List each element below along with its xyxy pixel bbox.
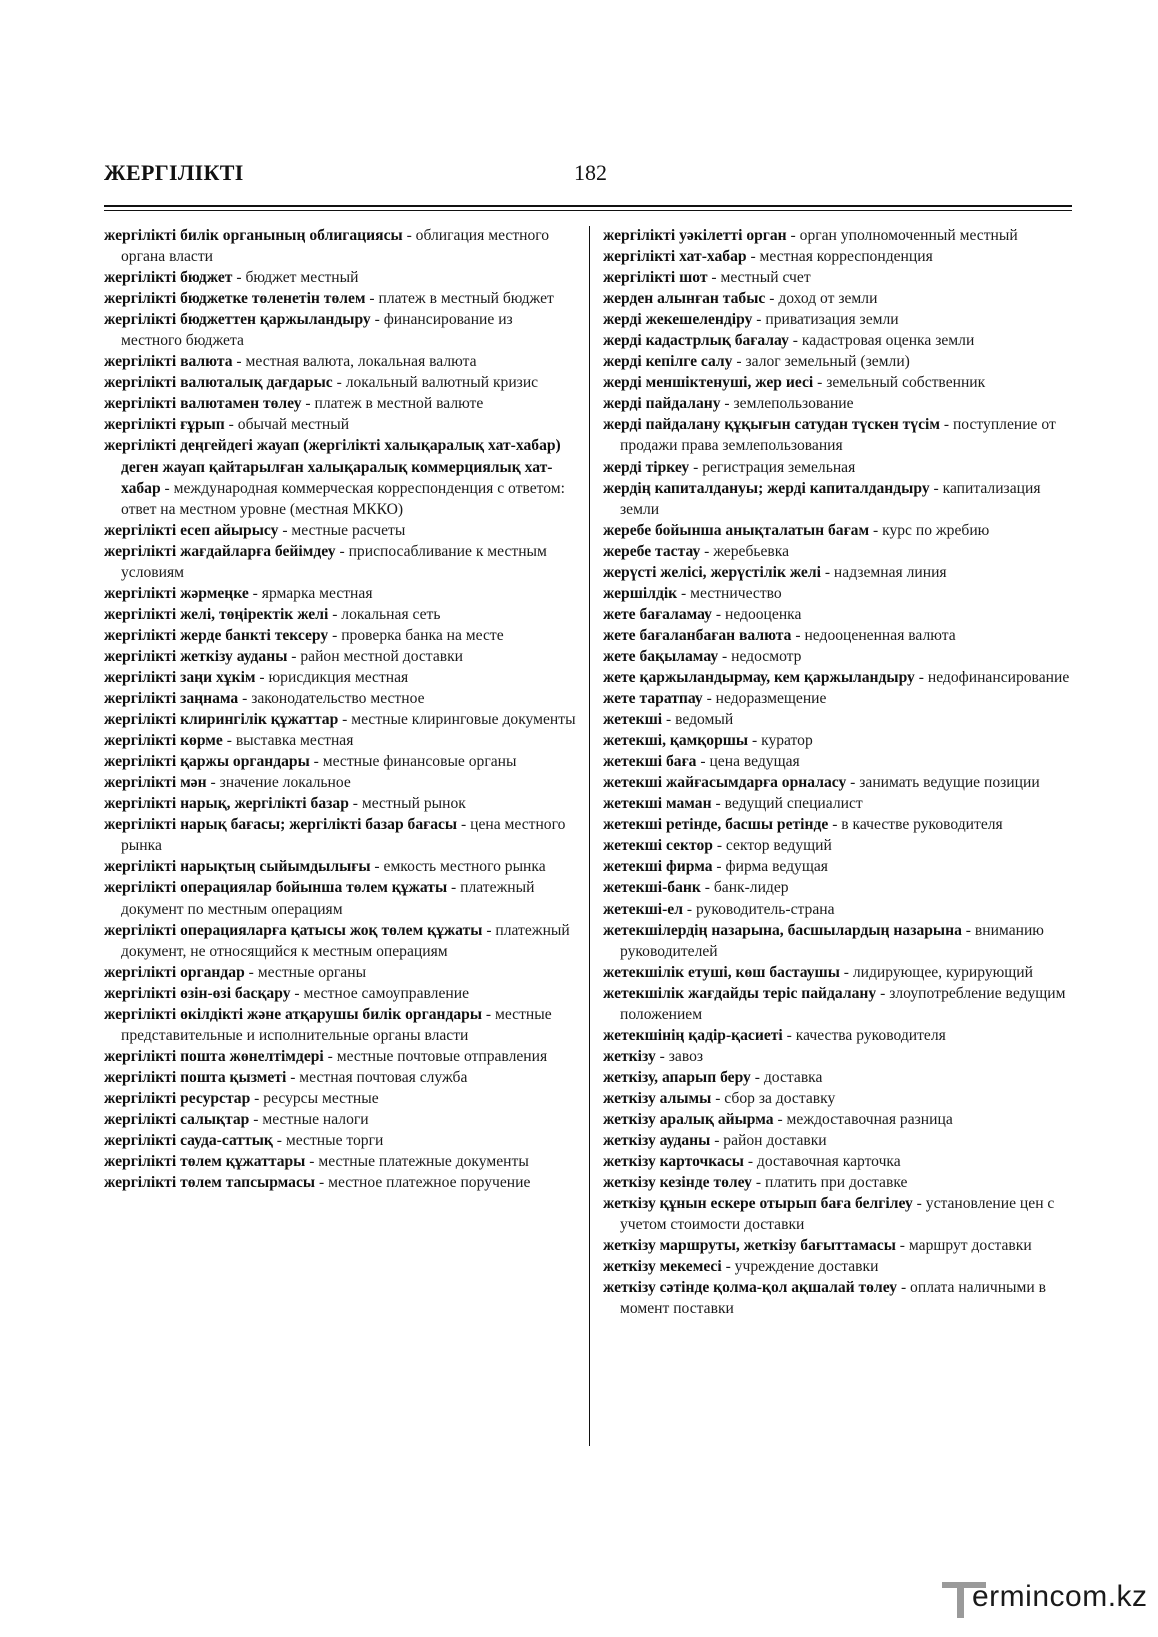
dictionary-entry [603, 688, 1073, 709]
dictionary-entry [603, 1109, 1073, 1130]
entry-term: жергілікті төлем құжаттары [104, 1153, 306, 1171]
entry-term: жетекші [603, 711, 663, 729]
dictionary-entry [104, 1088, 576, 1109]
dictionary-entry [603, 1235, 1073, 1256]
entry-term: жетекшілік етуші, көш бастаушы [603, 963, 840, 981]
entry-term: жергілікті бюджет [104, 269, 233, 287]
dictionary-entry [104, 267, 576, 288]
entry-definition: - доставочная карточка [743, 1153, 901, 1171]
dictionary-entry [603, 309, 1073, 330]
dictionary-entry [603, 478, 1073, 520]
dictionary-entry [104, 1067, 576, 1088]
dictionary-entry [104, 351, 576, 372]
entry-term: жергілікті уәкілетті орган [603, 227, 787, 244]
entry-term: жергілікті салықтар [104, 1110, 250, 1128]
dictionary-entry [603, 1067, 1073, 1088]
entry-term: жергілікті қаржы органдары [104, 753, 310, 771]
entry-term: жетекші баға [603, 753, 697, 771]
entry-term: жергілікті органдар [104, 963, 245, 981]
entry-definition: - местные представительные и исполнительные органы власти [121, 1005, 552, 1044]
entry-term: жетекшілік жағдайды теріс пайдалану [603, 984, 877, 1002]
dictionary-entry [603, 225, 1073, 246]
column-divider [589, 226, 590, 1446]
header-rule-thin [104, 210, 1072, 211]
entry-definition: - ярмарка местная [248, 584, 373, 602]
dictionary-entry [603, 646, 1073, 667]
dictionary-entry [104, 1004, 576, 1046]
entry-term: жергілікті төлем тапсырмасы [104, 1174, 316, 1192]
entry-term: жетекші-банк [603, 879, 701, 897]
entry-definition: - выставка местная [222, 732, 354, 750]
entry-definition: - оплата наличными в момент поставки [620, 1279, 1046, 1318]
entry-definition: - установление цен с учетом стоимости доставки [620, 1195, 1055, 1234]
dictionary-entry [603, 541, 1073, 562]
dictionary-entry [104, 688, 576, 709]
dictionary-entry [603, 962, 1073, 983]
entry-definition: - проверка банка на месте [328, 626, 504, 644]
entry-term: жергілікті нарықтың сыйымдылығы [104, 858, 371, 876]
entry-definition: - курс по жребию [869, 521, 990, 539]
entry-definition: - местный счет [707, 269, 811, 287]
entry-term: жеткізу алымы [603, 1089, 712, 1107]
dictionary-entry [603, 1193, 1073, 1235]
entry-term: жетекші жайғасымдарға орналасу [603, 774, 847, 792]
entry-definition: - недооцененная валюта [791, 626, 956, 644]
entry-term: жергілікті пошта жөнелтімдері [104, 1047, 324, 1065]
entry-definition: - регистрация земельная [689, 458, 856, 476]
dictionary-entry [603, 814, 1073, 835]
dictionary-entry [104, 920, 576, 962]
entry-definition: - орган уполномоченный местный [786, 227, 1018, 244]
entry-term: жетекшінің қадір-қасиеті [603, 1026, 783, 1044]
dictionary-entry [603, 562, 1073, 583]
dictionary-entry [603, 920, 1073, 962]
dictionary-entry [104, 772, 576, 793]
entry-term: жергілікті операциялар бойынша төлем құжаты [104, 879, 448, 897]
entry-definition: - вниманию руководителей [620, 921, 1044, 960]
entry-term: жергілікті валюта [104, 353, 233, 371]
dictionary-entry [603, 1151, 1073, 1172]
entry-definition: - ведомый [662, 711, 734, 729]
entry-term: жергілікті валюталық дағдарыс [104, 374, 333, 392]
entry-definition: - бюджет местный [232, 269, 359, 287]
entry-definition: - местные торги [272, 1132, 384, 1150]
dictionary-entry [603, 772, 1073, 793]
entry-definition: - местные финансовые органы [309, 753, 517, 771]
dictionary-entry [104, 583, 576, 604]
dictionary-entry [603, 393, 1073, 414]
entry-definition: - недооценка [711, 605, 802, 623]
entry-term: жеткізу маршруты, жеткізу бағыттамасы [603, 1237, 896, 1255]
entry-definition: - жеребьевка [700, 542, 790, 560]
dictionary-entry [104, 751, 576, 772]
dictionary-entry [603, 246, 1073, 267]
entry-term: жергілікті өкілдікті және атқарушы билік органдары [104, 1005, 483, 1023]
entry-definition: - землепользование [720, 395, 854, 413]
entry-term: жерүсті желісі, жерүстілік желі [603, 563, 821, 581]
dictionary-entry [603, 1025, 1073, 1046]
entry-definition: - местная валюта, локальная валюта [232, 353, 477, 371]
entry-definition: - местные налоги [249, 1110, 369, 1128]
dictionary-entry [603, 1172, 1073, 1193]
entry-term: жергілікті заңи хұкім [104, 668, 256, 686]
entry-definition: - земельный собственник [813, 374, 986, 392]
entry-definition: - облигация местного органа власти [121, 227, 550, 266]
dictionary-entry [104, 1046, 576, 1067]
entry-term: жетекші, қамқоршы [603, 732, 749, 750]
entry-term: жеткізу кезінде төлеу [603, 1174, 752, 1192]
dictionary-entry [104, 541, 576, 583]
entry-definition: - недосмотр [718, 647, 802, 665]
dictionary-entry [603, 351, 1073, 372]
entry-term: жерді пайдалану [603, 395, 721, 413]
dictionary-entry [603, 1277, 1073, 1319]
dictionary-entry [104, 520, 576, 541]
dictionary-entry [104, 646, 576, 667]
entry-term: жергілікті ресурстар [104, 1089, 251, 1107]
entry-definition: - местное платежное поручение [315, 1174, 531, 1192]
entry-term: жете бағаланбаған валюта [603, 626, 792, 644]
entry-term: жетекшілердің назарына, басшылардың назарына [603, 921, 962, 939]
entry-definition: - поступление от продажи права землепользования [620, 416, 1056, 455]
entry-definition: - локальный валютный кризис [332, 374, 539, 392]
dictionary-entry [603, 667, 1073, 688]
entry-term: жеткізу карточкасы [603, 1153, 744, 1171]
entry-definition: - район местной доставки [287, 647, 464, 665]
entry-definition: - приспосабливание к местным условиям [121, 542, 547, 581]
dictionary-entry [603, 457, 1073, 478]
entry-term: жетекші фирма [603, 858, 713, 876]
entry-term: жеткізу [603, 1047, 656, 1065]
entry-term: жерді меншіктенуші, жер иесі [603, 374, 814, 392]
entry-term: жеткізу сәтінде қолма-қол ақшалай төлеу [603, 1279, 898, 1297]
entry-term: жерді жекешелендіру [603, 311, 753, 329]
entry-term: жергілікті деңгейдегі жауап (жергілікті халықаралық хат-хабар) деген жауап қайтарылған халықаралық коммерциялық хат-хабар [104, 437, 561, 497]
entry-term: жергілікті жерде банкті тексеру [104, 626, 329, 644]
entry-definition: - банк-лидер [700, 879, 789, 897]
entry-definition: - платежный документ, не относящийся к местным операциям [121, 921, 570, 960]
entry-definition: - платить при доставке [751, 1174, 908, 1192]
dictionary-entry [603, 1256, 1073, 1277]
dictionary-entry [603, 583, 1073, 604]
entry-definition: - кадастровая оценка земли [788, 332, 975, 350]
entry-term: жергілікті заңнама [104, 690, 239, 708]
entry-definition: - приватизация земли [752, 311, 899, 329]
entry-definition: - законодательство местное [238, 690, 425, 708]
dictionary-entry [104, 1151, 576, 1172]
entry-definition: - завоз [655, 1047, 704, 1065]
dictionary-entry [104, 814, 576, 856]
termincom-logo [942, 1578, 1148, 1624]
dictionary-entry [603, 1130, 1073, 1151]
dictionary-entry [104, 962, 576, 983]
entry-definition: - ведущий специалист [711, 795, 863, 813]
entry-definition: - маршрут доставки [895, 1237, 1032, 1255]
entry-term: жердің капиталдануы; жерді капиталдандыру [603, 479, 930, 497]
logo-t-stem [957, 1582, 964, 1618]
entry-definition: - недоразмещение [702, 690, 827, 708]
dictionary-entry [603, 856, 1073, 877]
entry-term: жергілікті мән [104, 774, 207, 792]
entry-definition: - обычай местный [224, 416, 350, 434]
dictionary-entry [104, 372, 576, 393]
entry-term: жергілікті өзін-өзі басқару [104, 984, 291, 1002]
entry-definition: - локальная сеть [328, 605, 441, 623]
entry-term: жетекші маман [603, 795, 712, 813]
dictionary-entry [603, 414, 1073, 456]
entry-definition: - занимать ведущие позиции [846, 774, 1040, 792]
dictionary-entry [603, 1046, 1073, 1067]
entry-term: жетекші ретінде, басшы ретінде [603, 816, 829, 834]
entry-definition: - фирма ведущая [712, 858, 828, 876]
entry-definition: - цена ведущая [696, 753, 800, 771]
entry-definition: - сбор за доставку [711, 1089, 836, 1107]
entry-definition: - надземная линия [820, 563, 947, 581]
entry-definition: - в качестве руководителя [828, 816, 1003, 834]
entry-definition: - ресурсы местные [250, 1089, 379, 1107]
entry-term: жергілікті валютамен төлеу [104, 395, 302, 413]
entry-definition: - доставка [750, 1068, 823, 1086]
entry-term: жеткізу, апарып беру [603, 1068, 751, 1086]
entry-term: жетекші сектор [603, 837, 713, 855]
entry-definition: - финансирование из местного бюджета [121, 311, 513, 350]
entry-term: жергілікті бюджеттен қаржыландыру [104, 311, 371, 329]
dictionary-entry [104, 983, 576, 1004]
dictionary-entry [104, 1109, 576, 1130]
entry-definition: - доход от земли [765, 290, 878, 308]
entry-term: жерді пайдалану құқығын сатудан түскен түсім [603, 416, 940, 434]
entry-term: жергілікті есеп айырысу [104, 521, 279, 539]
entry-term: жергілікті шот [603, 269, 708, 287]
entry-term: жергілікті билік органының облигациясы [104, 227, 403, 244]
page-header [0, 0, 1158, 215]
left-column [104, 225, 576, 1193]
entry-definition: - куратор [748, 732, 813, 750]
dictionary-entry [603, 877, 1073, 898]
entry-term: жергілікті нарық бағасы; жергілікті базар бағасы [104, 816, 458, 834]
entry-definition: - платеж в местной валюте [301, 395, 484, 413]
dictionary-entry [104, 309, 576, 351]
entry-term: жете таратпау [603, 690, 703, 708]
entry-term: жергілікті жәрмеңке [104, 584, 249, 602]
entry-term: жете бақыламау [603, 647, 719, 665]
dictionary-entry [603, 520, 1073, 541]
entry-term: жерді кепілге салу [603, 353, 733, 371]
entry-term: жеребе бойынша анықталатын бағам [603, 521, 870, 539]
dictionary-entry [104, 393, 576, 414]
entry-term: жергілікті операцияларға қатысы жоқ төлем құжаты [104, 921, 483, 939]
dictionary-entry [104, 877, 576, 919]
dictionary-entry [104, 1172, 576, 1193]
dictionary-entry [104, 667, 576, 688]
entry-term: жеткізу құнын ескере отырып баға белгілеу [603, 1195, 913, 1213]
header-rule-thick [104, 205, 1072, 207]
dictionary-entry [603, 625, 1073, 646]
entry-term: жеребе тастау [603, 542, 701, 560]
entry-definition: - международная коммерческая корреспонденция с ответом: ответ на местном уровне (местная МККО) [121, 479, 565, 518]
dictionary-entry [104, 225, 576, 267]
dictionary-entry [603, 709, 1073, 730]
dictionary-entry [603, 267, 1073, 288]
running-head-title: ЖЕРГІЛІКТІ [104, 160, 244, 185]
dictionary-entry [603, 983, 1073, 1025]
entry-term: жеткізу мекемесі [603, 1258, 722, 1276]
entry-term: жете бағаламау [603, 605, 712, 623]
entry-definition: - цена местного рынка [121, 816, 566, 855]
entry-definition: - местные расчеты [278, 521, 406, 539]
dictionary-entry [603, 330, 1073, 351]
entry-term: жерден алынған табыс [603, 290, 766, 308]
entry-definition: - местные платежные документы [305, 1153, 529, 1171]
entry-definition: - юрисдикция местная [255, 668, 409, 686]
entry-definition: - недофинансирование [914, 668, 1070, 686]
logo-text: ermincom.kz [972, 1580, 1148, 1613]
dictionary-entry [603, 1088, 1073, 1109]
entry-term: жергілікті нарық, жергілікті базар [104, 795, 349, 813]
entry-definition: - емкость местного рынка [370, 858, 546, 876]
dictionary-entry [603, 835, 1073, 856]
entry-term: жергілікті жеткізу ауданы [104, 647, 288, 665]
entry-term: жерді тіркеу [603, 458, 690, 476]
dictionary-entry [104, 604, 576, 625]
entry-definition: - лидирующее, курирующий [839, 963, 1033, 981]
dictionary-entry [603, 793, 1073, 814]
entry-definition: - сектор ведущий [712, 837, 832, 855]
entry-definition: - местные клиринговые документы [338, 711, 576, 729]
entry-definition: - местный рынок [348, 795, 466, 813]
entry-definition: - местное самоуправление [290, 984, 469, 1002]
right-column [603, 225, 1073, 1319]
entry-term: жергілікті ғұрып [104, 416, 225, 434]
dictionary-entry [603, 730, 1073, 751]
entry-definition: - руководитель-страна [682, 900, 835, 918]
entry-definition: - местные органы [244, 963, 367, 981]
entry-definition: - качества руководителя [782, 1026, 946, 1044]
dictionary-entry [104, 1130, 576, 1151]
dictionary-entry [104, 709, 576, 730]
dictionary-entry [603, 372, 1073, 393]
entry-term: жергілікті сауда-саттық [104, 1132, 273, 1150]
entry-definition: - местная почтовая служба [286, 1068, 468, 1086]
entry-definition: - междоставочная разница [773, 1110, 953, 1128]
dictionary-entry [104, 625, 576, 646]
dictionary-entry [603, 751, 1073, 772]
dictionary-entry [603, 899, 1073, 920]
dictionary-entry [104, 793, 576, 814]
entry-term: жергілікті көрме [104, 732, 223, 750]
dictionary-entry [603, 604, 1073, 625]
dictionary-entry [104, 288, 576, 309]
dictionary-entry [104, 856, 576, 877]
entry-term: жетекші-ел [603, 900, 683, 918]
entry-term: жеткізу ауданы [603, 1132, 711, 1150]
entry-definition: - местничество [677, 584, 782, 602]
entry-term: жергілікті клирингілік құжаттар [104, 711, 339, 729]
page-number: 182 [574, 160, 607, 185]
entry-definition: - платежный документ по местным операциям [121, 879, 535, 918]
dictionary-entry [104, 414, 576, 435]
entry-term: жергілікті хат-хабар [603, 248, 747, 266]
entry-term: жеткізу аралық айырма [603, 1110, 774, 1128]
entry-definition: - платеж в местный бюджет [365, 290, 554, 308]
entry-term: жерді кадастрлық бағалау [603, 332, 789, 350]
entry-definition: - злоупотребление ведущим положением [620, 984, 1066, 1023]
entry-term: жершілдік [603, 584, 678, 602]
entry-definition: - район доставки [710, 1132, 827, 1150]
entry-definition: - значение локальное [206, 774, 351, 792]
entry-term: жергілікті пошта қызметі [104, 1068, 287, 1086]
entry-term: жете қаржыландырмау, кем қаржыландыру [603, 668, 915, 686]
entry-definition: - капитализация земли [620, 479, 1041, 518]
entry-definition: - местные почтовые отправления [323, 1047, 548, 1065]
entry-term: жергілікті желі, төңіректік желі [104, 605, 329, 623]
dictionary-entry [603, 288, 1073, 309]
entry-term: жергілікті жағдайларға бейімдеу [104, 542, 336, 560]
dictionary-entry [104, 435, 576, 519]
entry-definition: - учреждение доставки [721, 1258, 879, 1276]
entry-term: жергілікті бюджетке төленетін төлем [104, 290, 366, 308]
entry-definition: - залог земельный (земли) [732, 353, 910, 371]
dictionary-entry [104, 730, 576, 751]
entry-definition: - местная корреспонденция [746, 248, 933, 266]
